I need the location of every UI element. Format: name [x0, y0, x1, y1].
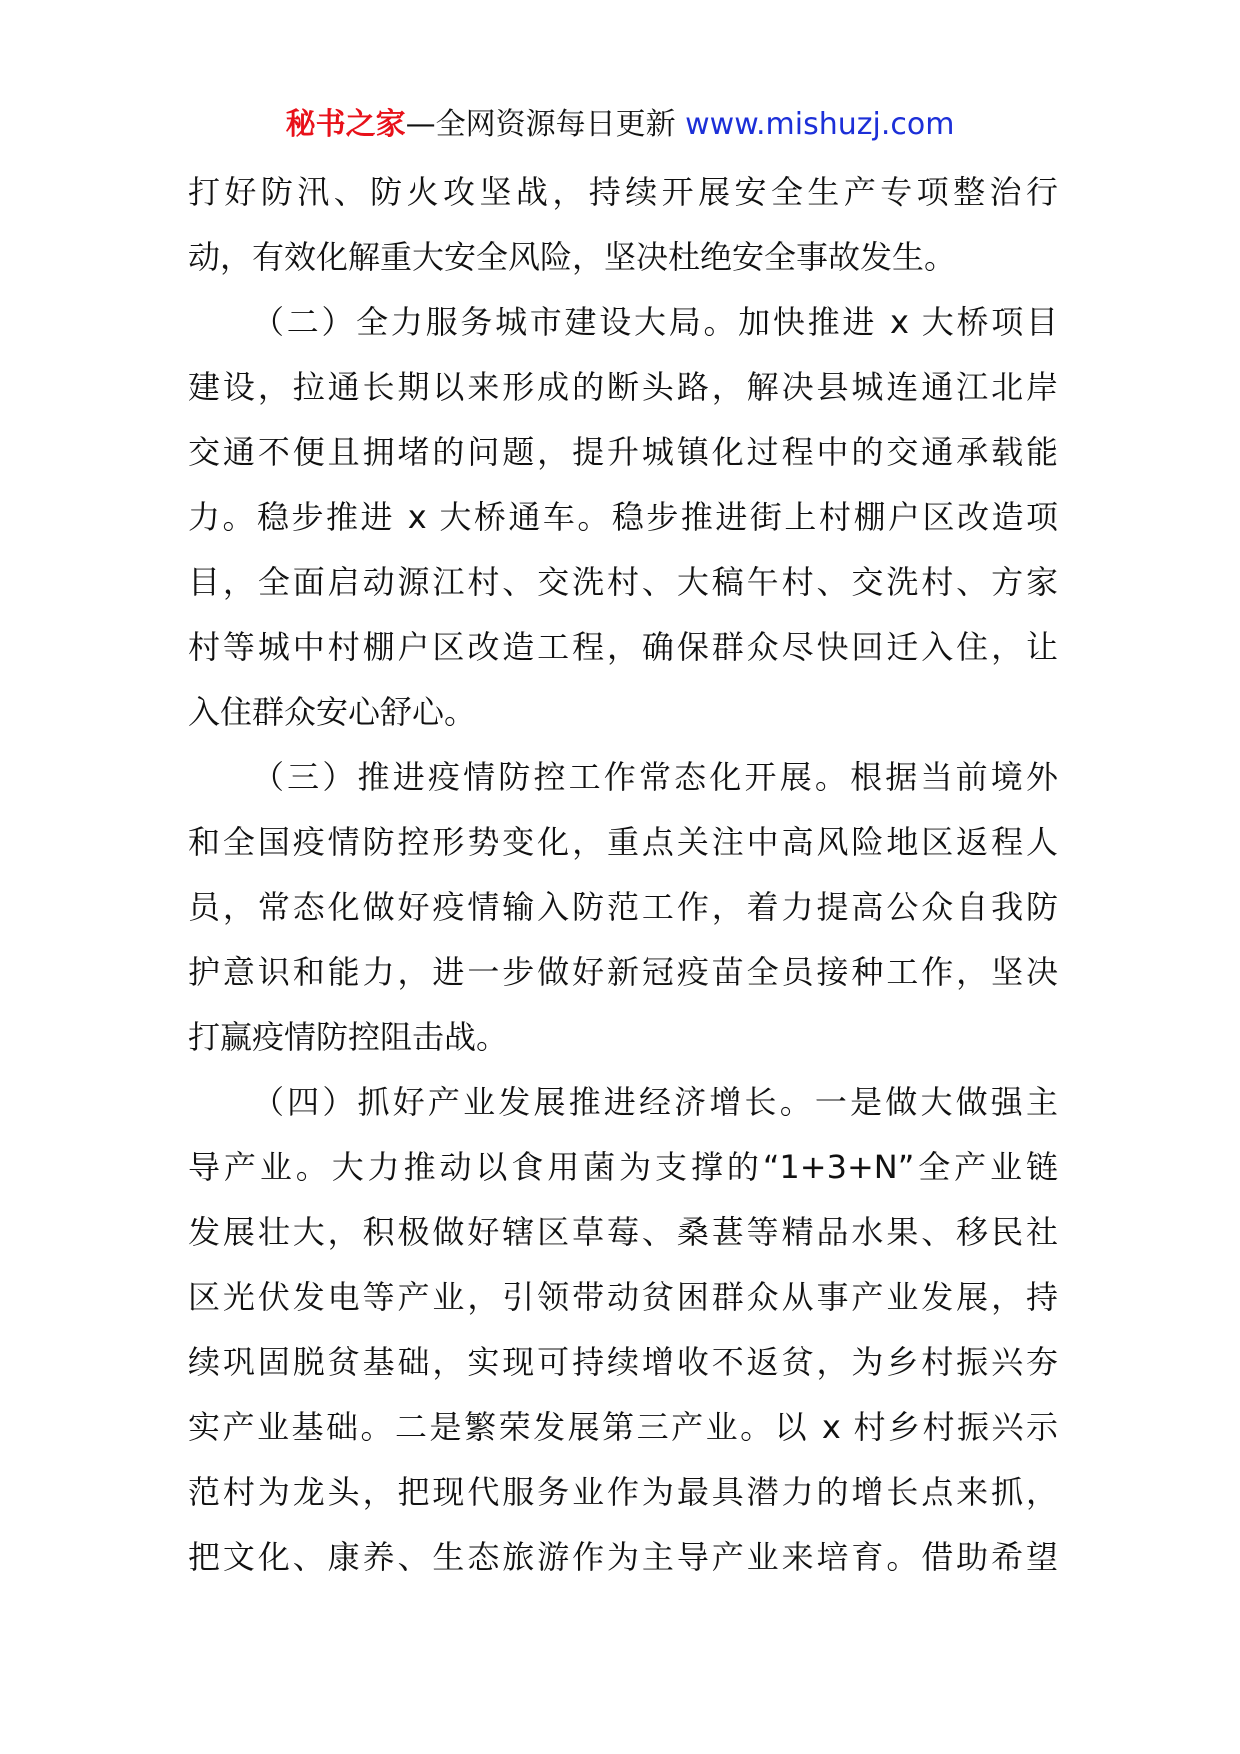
text-line: 力。稳步推进 x 大桥通车。稳步推进街上村棚户区改造项: [188, 498, 1058, 536]
text-line: 入住群众安心舒心。: [188, 693, 477, 731]
text-line: 把文化、康养、生态旅游作为主导产业来培育。借助希望: [188, 1538, 1058, 1576]
paragraph: [188, 1070, 1058, 1590]
website-url: www.mishuzj.com: [685, 107, 955, 142]
text-line: 区光伏发电等产业，引领带动贫困群众从事产业发展，持: [188, 1278, 1058, 1316]
text-line: 实产业基础。二是繁荣发展第三产业。以 x 村乡村振兴示: [188, 1408, 1058, 1446]
text-line: 交通不便且拥堵的问题，提升城镇化过程中的交通承载能: [188, 433, 1058, 471]
text-line: 护意识和能力，进一步做好新冠疫苗全员接种工作，坚决: [188, 953, 1058, 991]
section-heading-line: （三）推进疫情防控工作常态化开展。根据当前境外: [252, 758, 1058, 796]
text-line: 建设，拉通长期以来形成的断头路，解决县城连通江北岸: [188, 368, 1058, 406]
text-line: 员，常态化做好疫情输入防范工作，着力提高公众自我防: [188, 888, 1058, 926]
section-heading-line: （二）全力服务城市建设大局。加快推进 x 大桥项目: [252, 303, 1058, 341]
paragraph: [188, 290, 1058, 745]
text-line: 和全国疫情防控形势变化，重点关注中高风险地区返程人: [188, 823, 1058, 861]
text-line: 村等城中村棚户区改造工程，确保群众尽快回迁入住，让: [188, 628, 1058, 666]
text-line: 动，有效化解重大安全风险，坚决杜绝安全事故发生。: [188, 238, 957, 276]
text-line: 打好防汛、防火攻坚战，持续开展安全生产专项整治行: [188, 173, 1058, 211]
text-line: 范村为龙头，把现代服务业作为最具潜力的增长点来抓，: [188, 1473, 1058, 1511]
paragraph: [188, 745, 1058, 1070]
page-header: [0, 100, 1240, 150]
text-line: 续巩固脱贫基础，实现可持续增收不返贫，为乡村振兴夯: [188, 1343, 1058, 1381]
text-line: 目，全面启动源江村、交洗村、大稿午村、交洗村、方家: [188, 563, 1058, 601]
document-body: [188, 160, 1058, 1590]
section-heading-line: （四）抓好产业发展推进经济增长。一是做大做强主: [252, 1083, 1058, 1121]
text-line: 导产业。大力推动以食用菌为支撑的“1+3+N”全产业链: [188, 1148, 1058, 1186]
text-line: 发展壮大，积极做好辖区草莓、桑葚等精品水果、移民社: [188, 1213, 1058, 1251]
header-tagline: —全网资源每日更新: [405, 107, 676, 142]
paragraph: [188, 160, 1058, 290]
text-line: 打赢疫情防控阻击战。: [188, 1018, 509, 1056]
brand-name: 秘书之家: [285, 107, 406, 142]
